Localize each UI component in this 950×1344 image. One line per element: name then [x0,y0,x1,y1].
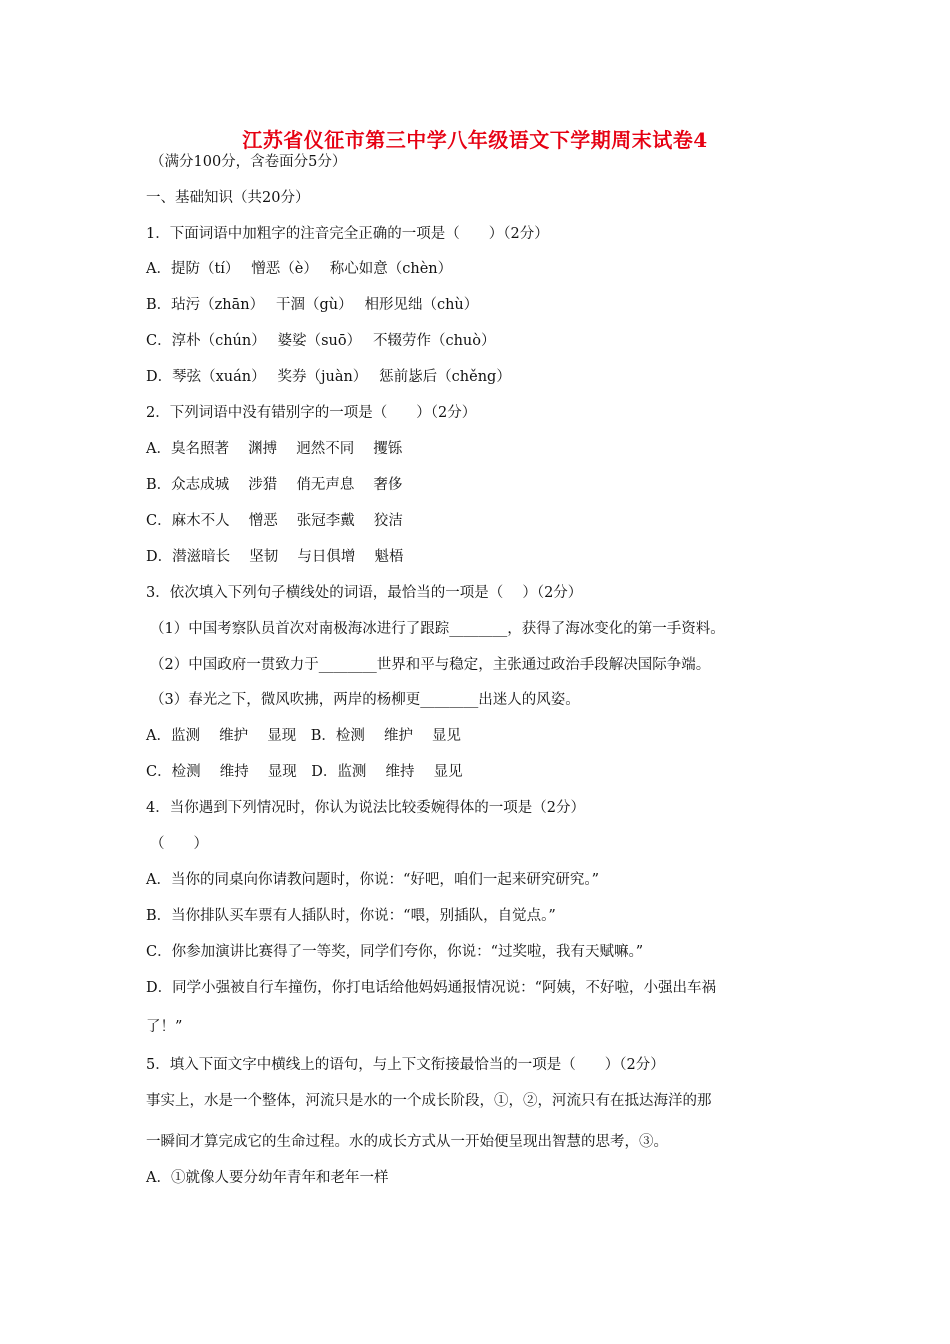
q4-option-b: B．当你排队买车票有人插队时，你说：“喂，别插队，自觉点。” [146,908,556,924]
q1-option-b: B．玷污（zhān） 干涸（gù） 相形见绌（chù） [146,297,479,313]
q3-sentence-1: （1）中国考察队员首次对南极海冰进行了跟踪________，获得了海冰变化的第一手资料。 [150,621,725,637]
exam-title: 江苏省仪征市第三中学八年级语文下学期周末试卷4 [242,128,708,152]
q4-option-a: A．当你的同桌向你请教问题时，你说：“好吧，咱们一起来研究研究。” [146,872,600,888]
q3-sentence-3: （3）春光之下，微风吹拂，两岸的杨柳更________出迷人的风姿。 [150,692,580,708]
q2-option-b: B．众志成城 涉猎 俏无声息 奢侈 [146,477,403,493]
q1-option-d: D．琴弦（xuán） 奖券（juàn） 惩前毖后（chěng） [146,369,511,385]
q2-option-c: C．麻木不人 憎恶 张冠李戴 狡洁 [146,513,403,529]
q4-option-c: C．你参加演讲比赛得了一等奖，同学们夸你，你说：“过奖啦，我有天赋嘛。” [146,944,644,960]
q4-answer-blank: （ ） [150,836,208,852]
q5-passage-line-2: 一瞬间才算完成它的生命过程。水的成长方式从一开始便呈现出智慧的思考，③。 [146,1134,668,1150]
q1-option-c: C．淳朴（chún） 婆娑（suō） 不辍劳作（chuò） [146,333,496,349]
q3-options-cd: C．检测 维持 显现 D．监测 维持 显见 [146,764,463,780]
section-heading: 一、基础知识（共20分） [146,190,310,206]
question-5: 5．填入下面文字中横线上的语句，与上下文衔接最恰当的一项是（ ）（2分） [146,1057,665,1073]
q2-option-a: A．臭名照著 渊搏 迥然不同 攫铄 [146,441,403,457]
q4-option-d-continued: 了！” [146,1019,183,1035]
question-3: 3．依次填入下列句子横线处的词语，最恰当的一项是（ ）（2分） [146,585,583,601]
q2-option-d: D．潜滋暗长 坚韧 与日俱增 魁梧 [146,549,404,565]
score-note: （满分100分，含卷面分5分） [150,154,347,170]
q5-passage-line-1: 事实上，水是一个整体，河流只是水的一个成长阶段，①，②，河流只有在抵达海洋的那 [146,1093,712,1109]
q4-option-d: D．同学小强被自行车撞伤，你打电话给他妈妈通报情况说：“阿姨，不好啦，小强出车祸 [146,980,717,996]
q1-option-a: A．提防（tí） 憎恶（è） 称心如意（chèn） [146,261,453,277]
question-2: 2．下列词语中没有错别字的一项是（ ）（2分） [146,405,477,421]
question-4: 4．当你遇到下列情况时，你认为说法比较委婉得体的一项是（2分） [146,800,585,816]
question-1: 1．下面词语中加粗字的注音完全正确的一项是（ ）（2分） [146,226,549,242]
q5-option-a: A．①就像人要分幼年青年和老年一样 [146,1170,389,1186]
q3-options-ab: A．监测 维护 显现 B．检测 维护 显见 [146,728,462,744]
q3-sentence-2: （2）中国政府一贯致力于________世界和平与稳定，主张通过政治手段解决国际争端。 [150,657,711,673]
